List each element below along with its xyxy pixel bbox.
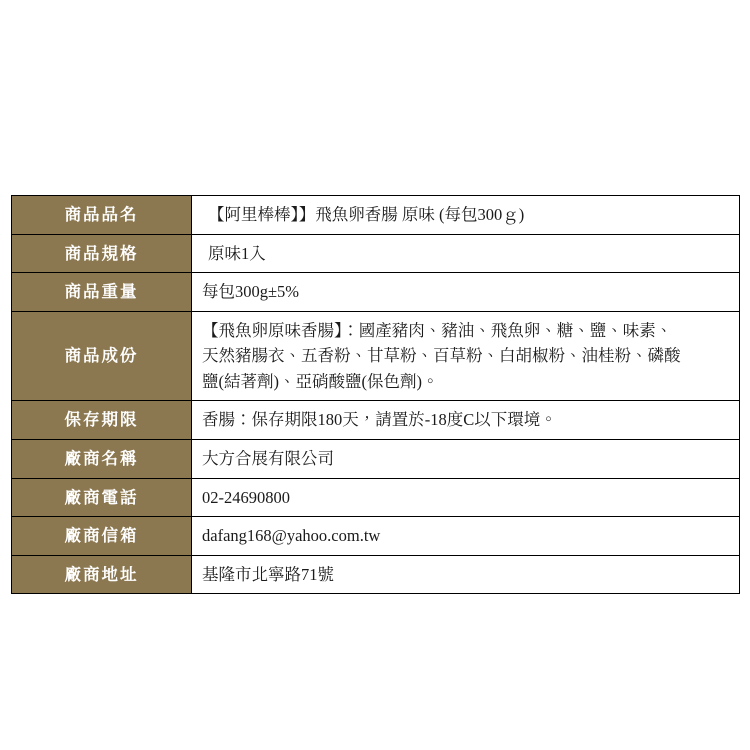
value-text-block [202, 446, 731, 472]
row-label-product-spec: 商品規格 [12, 234, 192, 273]
product-spec-table [11, 195, 740, 594]
value-line: 02-24690800 [202, 487, 290, 507]
value-text-block [202, 318, 731, 395]
value-text-block [202, 562, 731, 588]
value-line: 基隆市北寧路71號 [202, 564, 334, 584]
table-row [12, 401, 740, 440]
row-value-shelf-life [192, 401, 740, 440]
row-label-ingredients: 商品成份 [12, 311, 192, 401]
product-spec-table-body [12, 196, 740, 594]
value-line: 【飛魚卵原味香腸】：國產豬肉、豬油、飛魚卵、糖、鹽、味素、 [202, 320, 673, 340]
row-value-product-name [192, 196, 740, 235]
table-row [12, 196, 740, 235]
row-value-manufacturer-phone [192, 478, 740, 517]
value-text-block [208, 202, 731, 228]
value-text-block [202, 279, 731, 305]
row-value-manufacturer-email [192, 517, 740, 556]
table-row [12, 439, 740, 478]
value-text-block [202, 485, 731, 511]
table-row [12, 273, 740, 312]
value-line: 香腸：保存期限180天，請置於-18度C以下環境。 [202, 410, 557, 430]
row-label-shelf-life: 保存期限 [12, 401, 192, 440]
value-line: 每包300g±5% [202, 282, 300, 302]
value-text-block [208, 241, 731, 267]
row-label-manufacturer-email: 廠商信箱 [12, 517, 192, 556]
value-line: dafang168@yahoo.com.tw [202, 526, 381, 546]
value-text-block [202, 407, 731, 433]
row-label-product-name: 商品品名 [12, 196, 192, 235]
value-line: 大方合展有限公司 [202, 448, 334, 468]
row-label-manufacturer-name: 廠商名稱 [12, 439, 192, 478]
table-row [12, 478, 740, 517]
row-label-product-weight: 商品重量 [12, 273, 192, 312]
value-line: 天然豬腸衣、五香粉、甘草粉、百草粉、白胡椒粉、油桂粉、磷酸 [202, 346, 681, 366]
product-spec-table-wrap [11, 195, 739, 594]
row-value-product-spec [192, 234, 740, 273]
value-line: 【阿里棒棒】】飛魚卵香腸 原味 (每包300ｇ) [208, 205, 525, 224]
row-value-manufacturer-address [192, 555, 740, 594]
row-label-manufacturer-address: 廠商地址 [12, 555, 192, 594]
row-value-manufacturer-name [192, 439, 740, 478]
row-value-ingredients [192, 311, 740, 401]
table-row [12, 555, 740, 594]
table-row [12, 517, 740, 556]
row-value-product-weight [192, 273, 740, 312]
table-row [12, 234, 740, 273]
table-row [12, 311, 740, 401]
value-line: 鹽(結著劑)、亞硝酸鹽(保色劑)。 [202, 371, 439, 391]
value-text-block [202, 523, 731, 549]
row-label-manufacturer-phone: 廠商電話 [12, 478, 192, 517]
value-line: 原味1入 [208, 243, 266, 263]
